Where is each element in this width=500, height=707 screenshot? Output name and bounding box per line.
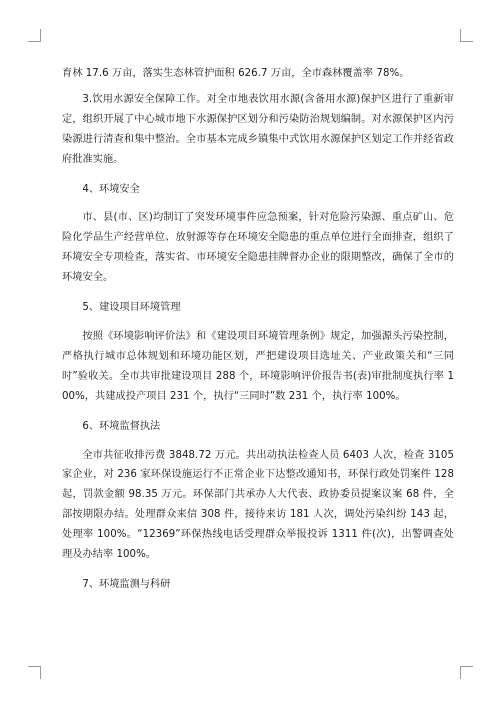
section-heading-environmental-safety: 4、环境安全 [82,183,140,195]
section-heading-enforcement: 6、环境监督执法 [82,420,161,432]
crop-mark-top-left [28,29,41,42]
section-heading-project-management: 5、建设项目环境管理 [82,302,181,314]
crop-mark-bottom-right [460,666,473,679]
document-body [62,64,454,604]
crop-mark-top-right [460,29,473,42]
section-heading-monitoring-research: 7、环境监测与科研 [82,578,171,590]
paragraph-drinking-water: 3.饮用水源安全保障工作。对全市地表饮用水源(含备用水源)保护区进行了重新审定，组织开展了中心城市地下水源保护区划分和污染防治规划编制。对水源保护区内污染源进行清查和集中整治。全市基本完成乡镇集中式饮用水源保护区划定工作并经省政府批准实施。 [62,93,454,165]
paragraph-environmental-safety: 市、县(市、区)均制订了突发环境事件应急预案，针对危险污染源、重点矿山、危险化学品生产经营单位、放射源等存在环境安全隐患的重点单位进行全面排查，组织了环境安全专项检查，落实省、市环境安全隐患挂牌督办企业的限期整改，确保了全市的环境安全。 [62,212,454,284]
paragraph-forest-coverage: 育林 17.6 万亩，落实生态林管护面积 626.7 万亩，全市森林覆盖率 78%。 [62,68,410,79]
paragraph-project-management: 按照《环境影响评价法》和《建设项目环境管理条例》规定，加强源头污染控制，严格执行城市总体规划和环境功能区划，严把建设项目选址关、产业政策关和“三同时”验收关。全市共审批建设项目 288 个，环境影响评价报告书(表)审批制度执行率 100%，共建成投产项目 231 个，执行“三同时”数 231 个，执行率 100%。 [62,330,454,402]
crop-mark-bottom-left [28,666,41,679]
paragraph-enforcement: 全市共征收排污费 3848.72 万元。共出动执法检查人员 6403 人次，检查 3105 家企业，对 236 家环保设施运行不正常企业下达整改通知书，环保行政处罚案件 128 起，罚款金额 98.35 万元。环保部门共承办人大代表、政协委员提案议案 68 件，全部按期限办结。处理群众来信 308 件，接待来访 181 人次，调处污染纠纷 143 起，处理率 100%。“12369”环保热线电话受理群众举报投诉 1311 件(次)，出警调查处理及办结率 100%。 [62,449,454,561]
